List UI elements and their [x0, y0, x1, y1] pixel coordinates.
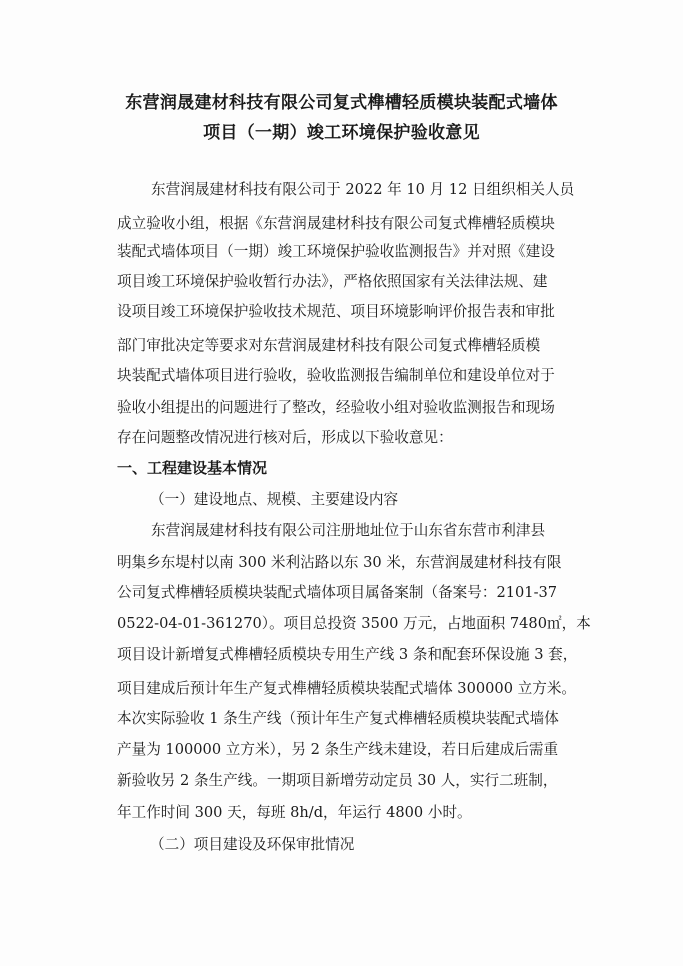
paragraph-line: 产量为 100000 立方米），另 2 条生产线未建设，若日后建成后需重: [117, 741, 559, 758]
subsection-heading: （二）项目建设及环保审批情况: [150, 836, 355, 853]
subsection-heading: （一）建设地点、规模、主要建设内容: [150, 491, 399, 508]
paragraph-line: 存在问题整改情况进行核对后，形成以下验收意见：: [117, 429, 453, 446]
paragraph-line: 东营润晟建材科技有限公司注册地址位于山东省东营市利津县: [151, 522, 546, 539]
paragraph-line: 公司复式榫槽轻质模块装配式墙体项目属备案制（备案号：2101-37: [117, 584, 558, 601]
paragraph-line: 项目建成后预计年生产复式榫槽轻质模块装配式墙体 300000 立方米。: [117, 680, 577, 697]
paragraph-line: 明集乡东堤村以南 300 米利沾路以东 30 米，东营润晟建材科技有限: [117, 554, 562, 571]
paragraph-line: 成立验收小组，根据《东营润晟建材科技有限公司复式榫槽轻质模块: [117, 215, 555, 232]
paragraph-line: 新验收另 2 条生产线。一期项目新增劳动定员 30 人，实行二班制，: [117, 772, 558, 789]
paragraph-line: 本次实际验收 1 条生产线（预计年生产复式榫槽轻质模块装配式墙体: [117, 710, 559, 727]
paragraph-line: 项目设计新增复式榫槽轻质模块专用生产线 3 条和配套环保设施 3 套，: [117, 646, 578, 663]
paragraph-line: 东营润晟建材科技有限公司于 2022 年 10 月 12 日组织相关人员: [151, 181, 575, 198]
document-title-line-2: 项目（一期）竣工环境保护验收意见: [203, 123, 480, 143]
paragraph-line: 设项目竣工环境保护验收技术规范、项目环境影响评价报告表和审批: [117, 303, 555, 320]
section-heading: 一、工程建设基本情况: [117, 459, 268, 477]
paragraph-line: 验收小组提出的问题进行了整改，经验收小组对验收监测报告和现场: [117, 399, 555, 416]
paragraph-line: 装配式墙体项目（一期）竣工环境保护验收监测报告》并对照《建设: [117, 243, 555, 260]
paragraph-line: 块装配式墙体项目进行验收，验收监测报告编制单位和建设单位对于: [117, 367, 555, 384]
paragraph-line: 0522-04-01-361270）。项目总投资 3500 万元，占地面积 7480㎡，本: [117, 615, 591, 632]
paragraph-line: 部门审批决定等要求对东营润晟建材科技有限公司复式榫槽轻质模: [117, 337, 541, 354]
paragraph-line: 年工作时间 300 天，每班 8h/d，年运行 4800 小时。: [117, 804, 472, 821]
document-title-line-1: 东营润晟建材科技有限公司复式榫槽轻质模块装配式墙体: [125, 93, 558, 113]
paragraph-line: 项目竣工环境保护验收暂行办法》，严格依照国家有关法律法规、建: [117, 273, 548, 290]
